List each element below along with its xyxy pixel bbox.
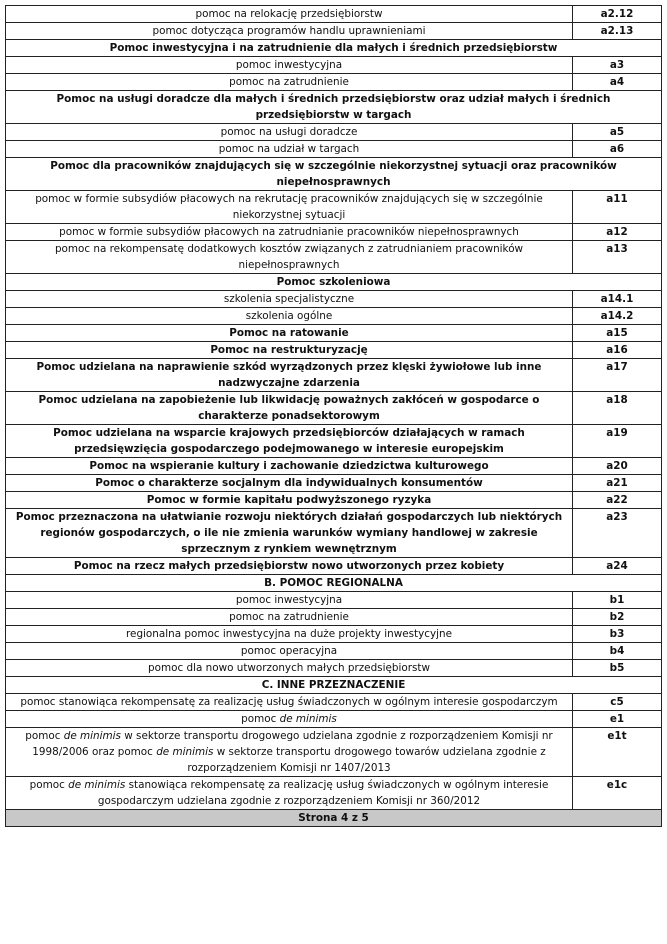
description-segment: pomoc [29, 779, 69, 791]
description-segment: pomoc [25, 730, 64, 742]
aid-description: pomoc stanowiąca rekompensatę za realizację usług świadczonych w ogólnym interesie gospodarczym [6, 694, 573, 711]
aid-code: b4 [573, 643, 662, 660]
aid-code: a4 [573, 74, 662, 91]
aid-description: Pomoc na rzecz małych przedsiębiorstw nowo utworzonych przez kobiety [6, 558, 573, 575]
table-row [6, 660, 662, 677]
section-header-row [6, 91, 662, 124]
aid-code: a15 [573, 325, 662, 342]
table-row [6, 291, 662, 308]
aid-description: pomoc dotycząca programów handlu uprawnieniami [6, 23, 573, 40]
aid-code: a23 [573, 509, 662, 558]
table-row [6, 392, 662, 425]
aid-description: szkolenia specjalistyczne [6, 291, 573, 308]
aid-description: szkolenia ogólne [6, 308, 573, 325]
aid-code: a19 [573, 425, 662, 458]
aid-codes-table [5, 5, 662, 827]
table-row [6, 6, 662, 23]
aid-description: Pomoc na ratowanie [6, 325, 573, 342]
table-row [6, 425, 662, 458]
aid-code: a2.13 [573, 23, 662, 40]
aid-description: Pomoc udzielana na zapobieżenie lub likwidację poważnych zakłóceń w gospodarce o charakterze ponadsektorowym [6, 392, 573, 425]
table-row [6, 592, 662, 609]
table-row [6, 643, 662, 660]
aid-description: pomoc inwestycyjna [6, 57, 573, 74]
section-header: Pomoc na usługi doradcze dla małych i średnich przedsiębiorstw oraz udział małych i średnich przedsiębiorstw w targach [6, 91, 662, 124]
table-row [6, 141, 662, 158]
section-header: C. INNE PRZEZNACZENIE [6, 677, 662, 694]
aid-description: pomoc na zatrudnienie [6, 609, 573, 626]
table-row [6, 342, 662, 359]
section-header-row [6, 677, 662, 694]
section-header-row [6, 575, 662, 592]
aid-description: Pomoc przeznaczona na ułatwianie rozwoju niektórych działań gospodarczych lub niektórych regionów gospodarczych, o ile nie zmienia warunków wymiany handlowej w zakresie sprzecznym z rynkiem wewnętrznym [6, 509, 573, 558]
aid-description: Pomoc o charakterze socjalnym dla indywidualnych konsumentów [6, 475, 573, 492]
aid-code: e1t [573, 728, 662, 777]
description-segment: w sektorze transportu drogowego udzielana zgodnie z rozporządzeniem Komisji nr 1998/2006 oraz pomoc [32, 730, 553, 758]
aid-code: b2 [573, 609, 662, 626]
aid-code: a22 [573, 492, 662, 509]
aid-description: pomoc dla nowo utworzonych małych przedsiębiorstw [6, 660, 573, 677]
table-row [6, 711, 662, 728]
table-row [6, 492, 662, 509]
table-row [6, 241, 662, 274]
aid-code: a5 [573, 124, 662, 141]
table-row [6, 23, 662, 40]
aid-code: b3 [573, 626, 662, 643]
table-row [6, 458, 662, 475]
aid-code: e1c [573, 777, 662, 810]
table-row [6, 308, 662, 325]
aid-code: a17 [573, 359, 662, 392]
table-row [6, 124, 662, 141]
aid-description: Pomoc udzielana na wsparcie krajowych przedsiębiorców działających w ramach przedsięwzięcia gospodarczego podejmowanego w interesie europejskim [6, 425, 573, 458]
table-row [6, 509, 662, 558]
aid-description: regionalna pomoc inwestycyjna na duże projekty inwestycyjne [6, 626, 573, 643]
aid-code: a21 [573, 475, 662, 492]
aid-code: a24 [573, 558, 662, 575]
section-header-row [6, 274, 662, 291]
aid-description: pomoc w formie subsydiów płacowych na zatrudnianie pracowników niepełnosprawnych [6, 224, 573, 241]
aid-description [6, 777, 573, 810]
aid-description: pomoc operacyjna [6, 643, 573, 660]
aid-code: a14.1 [573, 291, 662, 308]
section-header-row [6, 158, 662, 191]
table-row [6, 694, 662, 711]
aid-description: pomoc inwestycyjna [6, 592, 573, 609]
description-segment: w sektorze transportu drogowego towarów udzielana zgodnie z rozporządzeniem Komisji nr 1407/2013 [187, 746, 546, 774]
description-segment: stanowiąca rekompensatę za realizację usług świadczonych w ogólnym interesie gospodarczym udzielana zgodnie z rozporządzeniem Komisji nr 360/2012 [97, 779, 549, 807]
aid-description: pomoc na usługi doradcze [6, 124, 573, 141]
table-row [6, 57, 662, 74]
table-row [6, 609, 662, 626]
aid-description [6, 711, 573, 728]
aid-code: c5 [573, 694, 662, 711]
aid-description: pomoc na udział w targach [6, 141, 573, 158]
section-header-row [6, 40, 662, 57]
aid-description: Pomoc w formie kapitału podwyższonego ryzyka [6, 492, 573, 509]
aid-code: b1 [573, 592, 662, 609]
aid-code: a11 [573, 191, 662, 224]
aid-description: pomoc w formie subsydiów płacowych na rekrutację pracowników znajdujących się w szczególnie niekorzystnej sytuacji [6, 191, 573, 224]
aid-description: pomoc na relokację przedsiębiorstw [6, 6, 573, 23]
description-italic-segment: de minimis [156, 746, 214, 758]
description-italic-segment: de minimis [68, 779, 126, 791]
aid-code: a2.12 [573, 6, 662, 23]
aid-code: a18 [573, 392, 662, 425]
aid-code: a13 [573, 241, 662, 274]
section-header: B. POMOC REGIONALNA [6, 575, 662, 592]
page-number: Strona 4 z 5 [6, 810, 662, 827]
table-row [6, 74, 662, 91]
description-italic-segment: de minimis [63, 730, 121, 742]
aid-code: a12 [573, 224, 662, 241]
table-row [6, 224, 662, 241]
aid-code: a6 [573, 141, 662, 158]
table-row [6, 359, 662, 392]
page-footer-row [6, 810, 662, 827]
table-row [6, 475, 662, 492]
table-row [6, 558, 662, 575]
table-row [6, 728, 662, 777]
table-row [6, 626, 662, 643]
aid-description: Pomoc na restrukturyzację [6, 342, 573, 359]
table-row [6, 325, 662, 342]
aid-code: a14.2 [573, 308, 662, 325]
aid-description: pomoc na rekompensatę dodatkowych kosztów związanych z zatrudnianiem pracowników niepełnosprawnych [6, 241, 573, 274]
description-italic-segment: de minimis [279, 713, 337, 725]
description-segment: pomoc [241, 713, 280, 725]
aid-description: pomoc na zatrudnienie [6, 74, 573, 91]
aid-code: a20 [573, 458, 662, 475]
aid-code: a16 [573, 342, 662, 359]
aid-description [6, 728, 573, 777]
table-row [6, 191, 662, 224]
section-header: Pomoc dla pracowników znajdujących się w szczególnie niekorzystnej sytuacji oraz pracowników niepełnosprawnych [6, 158, 662, 191]
aid-description: Pomoc udzielana na naprawienie szkód wyrządzonych przez klęski żywiołowe lub inne nadzwyczajne zdarzenia [6, 359, 573, 392]
aid-description: Pomoc na wspieranie kultury i zachowanie dziedzictwa kulturowego [6, 458, 573, 475]
aid-code: a3 [573, 57, 662, 74]
section-header: Pomoc inwestycyjna i na zatrudnienie dla małych i średnich przedsiębiorstw [6, 40, 662, 57]
aid-code: b5 [573, 660, 662, 677]
table-row [6, 777, 662, 810]
section-header: Pomoc szkoleniowa [6, 274, 662, 291]
aid-code: e1 [573, 711, 662, 728]
